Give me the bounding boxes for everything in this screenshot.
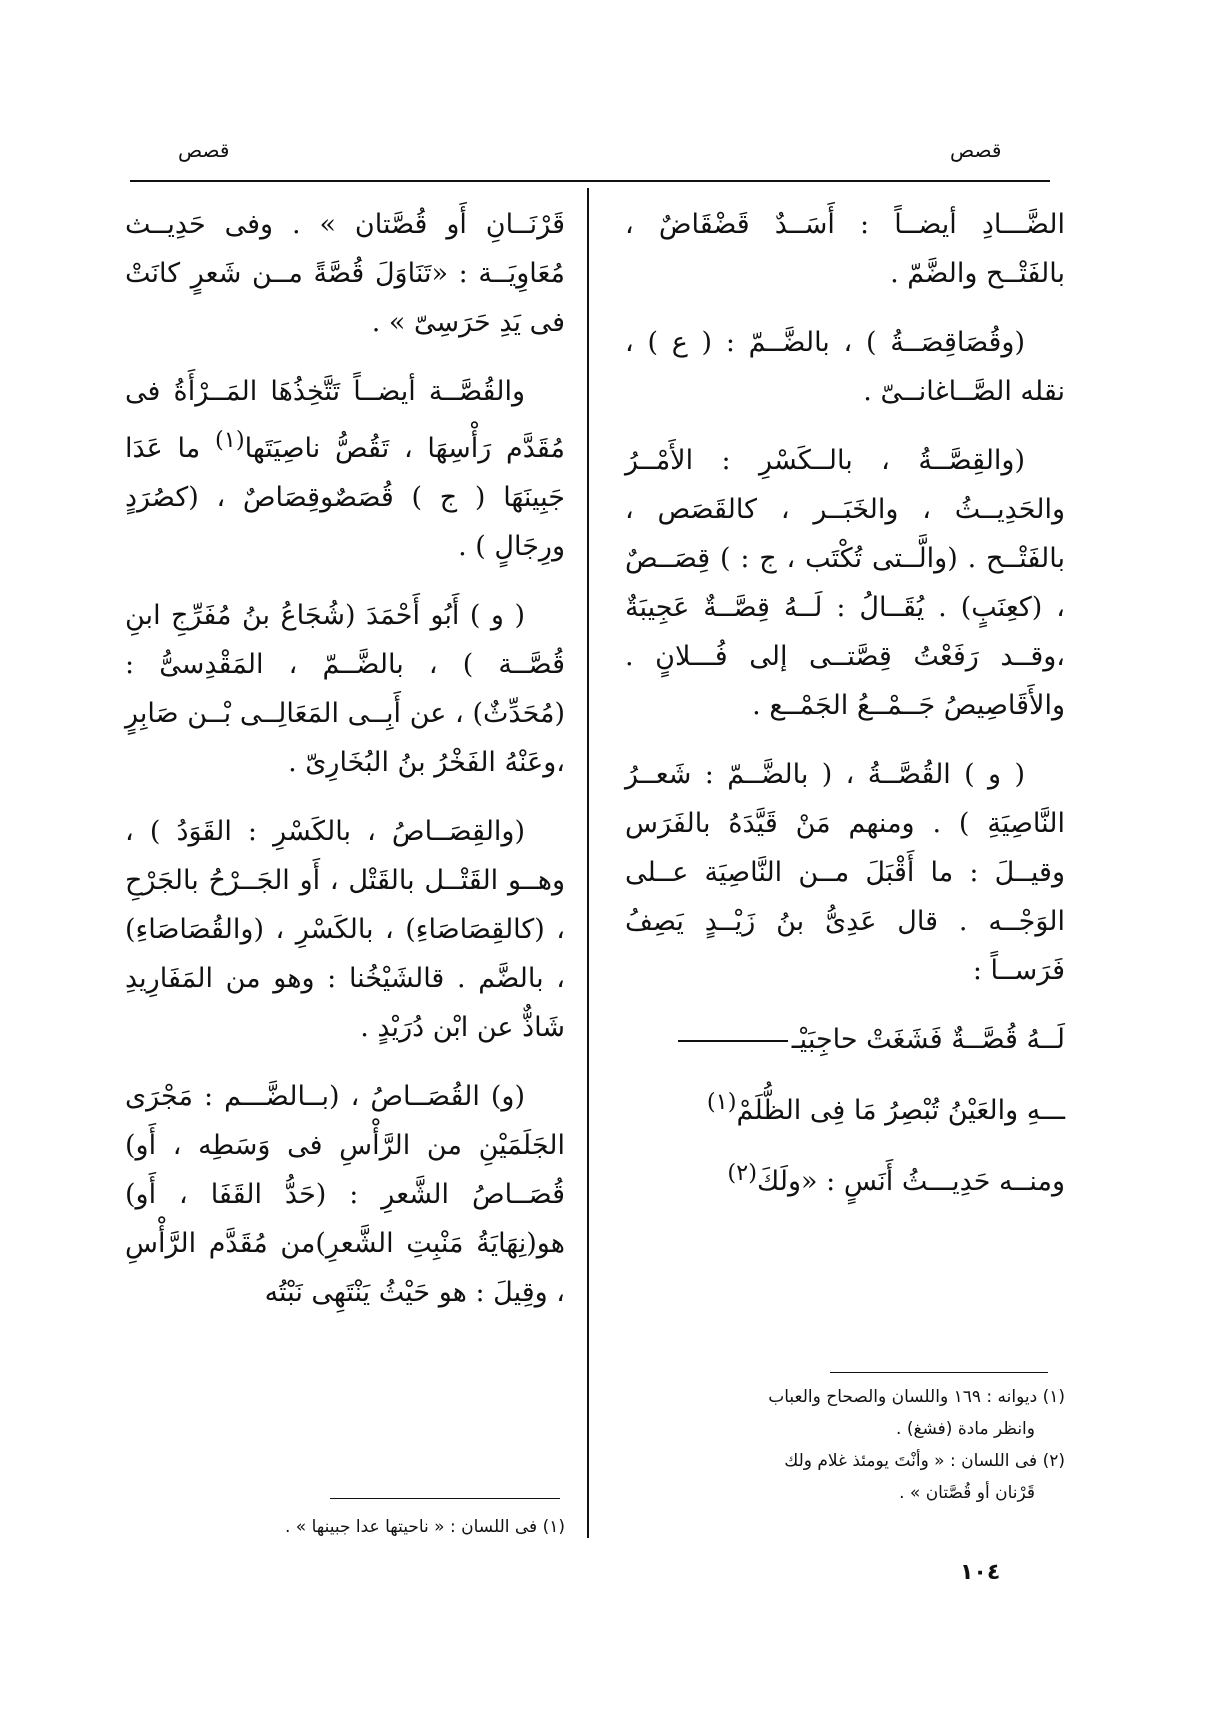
footnote-line: (٢) فى اللسان : « وأنْتَ يومئذ غلام ولك xyxy=(784,1451,1065,1471)
footnote-marker: (١) xyxy=(214,427,245,453)
verse-hemistich-2: ـــهِ والعَيْنُ تُبْصِرُ مَا فِى الظُّلَمْ xyxy=(736,1095,1065,1126)
header-root-word-left: قصص xyxy=(178,138,230,162)
footnote-marker: (١) xyxy=(706,1089,737,1115)
footnote-continuation: قَرْنان أو قُصَّتان » . xyxy=(899,1483,1035,1503)
column-divider xyxy=(587,188,589,1538)
header-root-word-right: قصص xyxy=(950,138,1002,162)
verse-line-2 xyxy=(625,1078,1065,1135)
paragraph-text: والقُصَّــة أيضــاً تَتَّخِذُهَا المَــرْأَةُ فى مُقَدَّم رَأْسِهَا ، تَقُصُّ ناصِيَتَها xyxy=(125,376,565,464)
paragraph: (والقِصَــاصُ ، بالكَسْرِ : القَوَدُ ) ، وهــو القَتْــل بالقَتْل ، أَو الجَــرْحُ بالجَرْحِ ، (كالقِصَاصَاءِ) ، بالكَسْرِ ، (والقُصَاصَاءِ) ، بالضَّم . قالشَيْخُنا : وهو من المَفَارِيدِ شَاذٌّ عن ابْن دُرَيْدٍ . xyxy=(125,816,565,1043)
paragraph: الضَّـــادِ أيضــاً : أَسَــدٌ قَضْقَاضٌ ، بالفَتْــح والضَّمّ . xyxy=(625,209,1065,289)
paragraph: قَرْنَــانِ أَو قُصَّتان » . وفى حَدِيــث مُعَاوِيَــة : «تَنَاوَلَ قُصَّةً مــن شَعرٍ كانَتْ فى يَدِ حَرَسِىّ » . xyxy=(125,209,565,338)
right-column xyxy=(625,200,1065,1206)
footnote-line: (١) فى اللسان : « ناحيتها عدا جبينها » . xyxy=(284,1517,565,1537)
header-rule xyxy=(130,180,1050,182)
paragraph: (و) القُصَــاصُ ، (بــالضَّـــم : مَجْرَى الجَلَمَيْنِ من الرَّأْسِ فى وَسَطِه ، أَو) قُصَــاصُ الشَّعرِ : (حَدُّ القَفَا ، أَو) هو(نِهَايَةُ مَنْبِتِ الشَّعرِ)من مُقَدَّم الرَّأْسِ ، وقِيلَ : هو حَيْثُ يَنْتَهِى نَبْتُه xyxy=(125,1081,565,1308)
footnote-continuation: وانظر مادة (فشغ) . xyxy=(896,1419,1035,1439)
verse-line-1 xyxy=(625,1015,1065,1064)
verse-separator xyxy=(678,1040,788,1042)
paragraph: (وقُصَاقِصَــةُ ) ، بالضَّــمّ : ( ع ) ، نقله الصَّــاغانــىّ . xyxy=(625,327,1065,407)
footnotes-left xyxy=(125,1512,565,1544)
paragraph: (والقِصَّــةُ ، بالــكَسْرِ : الأَمْــرُ والحَدِيــثُ ، والخَبَــر ، كالقَصَص ، بالفَتْــح . (والَّــتى تُكْتَب ، ج : ) قِصَــصٌ ، (كعِنَبٍ) . يُقَــالُ : لَــهُ قِصَّــةٌ عَجِيبَةٌ ،وقــد رَفَعْتُ قِصَّتــى إلى فُـــلانٍ . والأَقَاصِيصُ جَــمْــعُ الجَمْــع . xyxy=(625,445,1065,721)
continuation-text: ومنــه حَدِيـــثُ أَنَسٍ : «ولَكَ xyxy=(757,1166,1065,1197)
footnote-marker: (٢) xyxy=(727,1160,758,1186)
paragraph-text-tail: ما عَدَا جَبِينَهَا ( ج ) قُصَصٌوقِصَاصٌ ، (كصُرَدٍ ورِجَالٍ ) . xyxy=(125,433,565,562)
footnote-line: (١) ديوانه : ١٦٩ واللسان والصحاح والعباب xyxy=(768,1387,1065,1407)
paragraph: ( و ) أَبُو أَحْمَدَ (شُجَاعُ بنُ مُفَرِّجِ ابنِ قُصَّــة ) ، بالضَّــمّ ، المَقْدِسىُّ : (مُحَدِّثٌ) ، عن أَبِــى المَعَالِــى بْــن صَابِرٍ ،وعَنْهُ الفَخْرُ بنُ البُخَارِىّ . xyxy=(125,600,565,778)
footnote-rule-right xyxy=(830,1372,1048,1373)
footnote-line xyxy=(625,1478,1065,1508)
left-column xyxy=(125,200,565,1337)
footnote-rule-left xyxy=(330,1498,560,1499)
continuation-line xyxy=(625,1149,1065,1206)
footnotes-right xyxy=(625,1382,1065,1510)
footnote-line xyxy=(625,1414,1065,1444)
paragraph: ( و ) القُصَّــةُ ، ( بالضَّــمّ : شَعــرُ النَّاصِيَةِ ) . ومنهم مَنْ قَيَّدَهُ بالفَرَس وقيــلَ : ما أَقْبَلَ مــن النَّاصِيَة عــلى الوَجْــه . قال عَدِىُّ بنُ زَيْــدٍ يَصِفُ فَرَســاً : xyxy=(625,759,1065,986)
paragraph xyxy=(125,367,565,571)
verse-hemistich-1: لَــهُ قُصَّــةٌ فَشَغَتْ حاجِبَيْـ xyxy=(791,1024,1065,1055)
page-number: ١٠٤ xyxy=(960,1560,1001,1585)
